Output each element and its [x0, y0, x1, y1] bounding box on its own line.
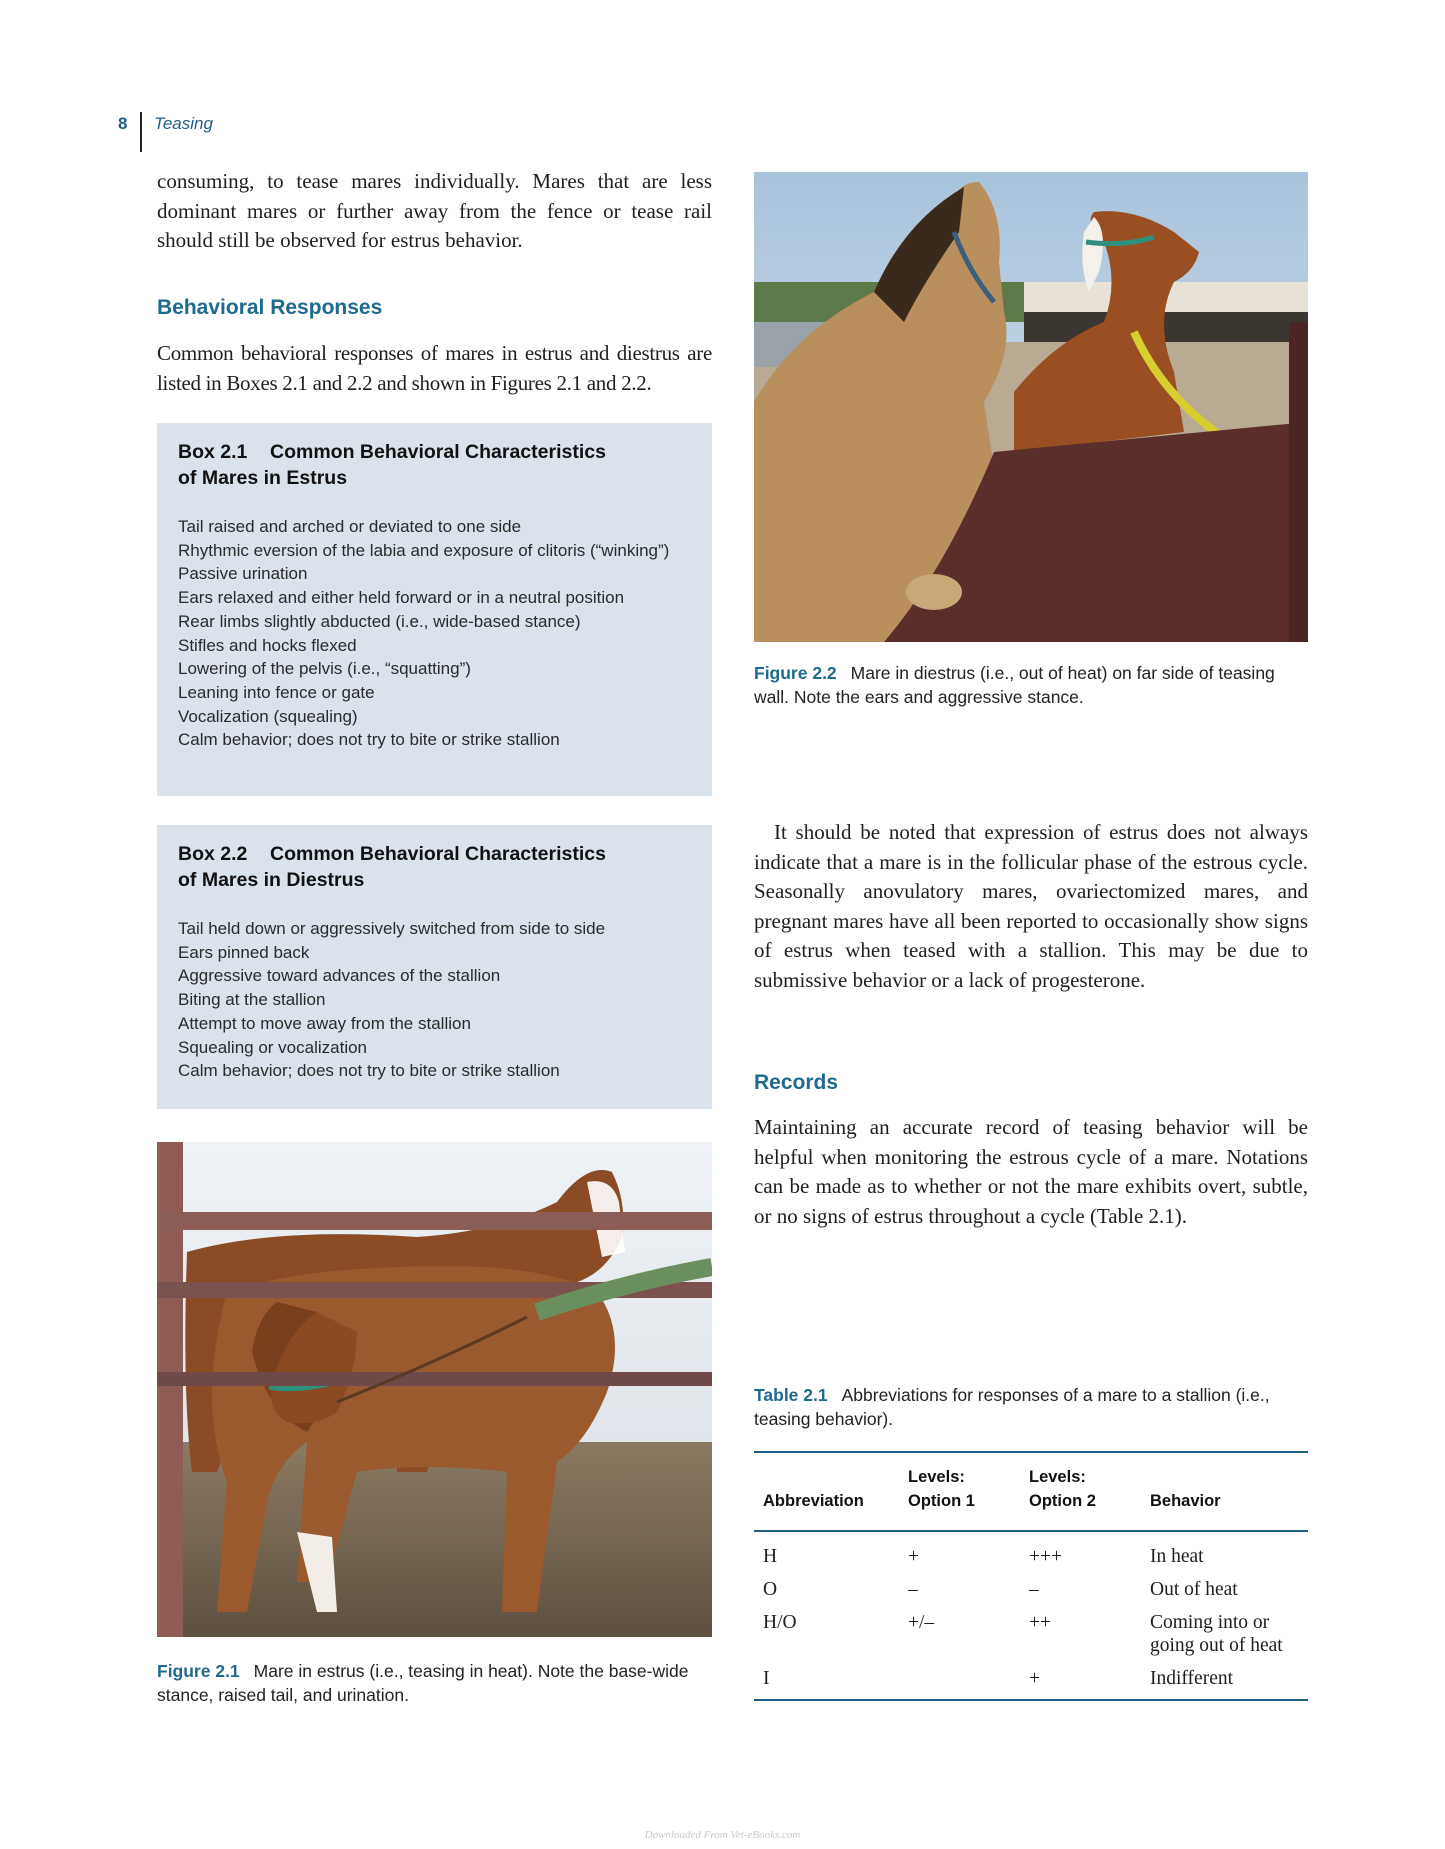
table-cell-behavior: In heat [1150, 1546, 1204, 1567]
list-item: Stifles and hocks flexed [178, 635, 357, 655]
table-cell-behavior: Coming into or going out of heat [1150, 1612, 1283, 1656]
table-header-option1-line1: Levels: [908, 1468, 965, 1486]
estrus-expression-paragraph: It should be noted that expression of estrus does not always indicate that a mare is in the follicular phase of the estrous cycle. Seasonally anovulatory mares, ovariectomized mares, and pregnant mares have all been reported to occasionally show signs of estrus when teased with a stallion. This may be due to submissive behavior or a lack of progesterone. [754, 820, 1308, 992]
table-cell-opt2: ++ [1029, 1612, 1051, 1633]
heading-records: Records [754, 1071, 839, 1094]
box-2-1-number: Box 2.1 [178, 441, 248, 463]
list-item: Passive urination [178, 564, 308, 584]
list-item: Ears pinned back [178, 942, 310, 962]
table-header-option2 [1029, 1465, 1096, 1513]
list-item: Aggressive toward advances of the stallion [178, 966, 501, 986]
figure-2-2-label: Figure 2.2 [754, 663, 837, 683]
table-header-option2-line1: Levels: [1029, 1468, 1086, 1486]
table-cell-behavior: Indifferent [1150, 1668, 1234, 1689]
figure-2-1-label: Figure 2.1 [157, 1661, 240, 1681]
table-header-option2-line2: Option 2 [1029, 1492, 1096, 1510]
box-2-1-title-line2: of Mares in Estrus [178, 467, 348, 489]
list-item: Tail held down or aggressively switched from side to side [178, 919, 606, 938]
table-cell-opt2: – [1029, 1579, 1039, 1600]
table-header-behavior: Behavior [1150, 1492, 1221, 1510]
list-item: Rhythmic eversion of the labia and exposure of clitoris (“winking”) [178, 540, 670, 560]
figure-2-1-caption-text: Mare in estrus (i.e., teasing in heat). Note the base-wide stance, raised tail, and urination. [157, 1661, 689, 1705]
mare-estrus-photo [157, 1142, 712, 1637]
table-2-1-caption-text: Abbreviations for responses of a mare to a stallion (i.e., teasing behavior). [754, 1385, 1270, 1429]
list-item: Tail raised and arched or deviated to one side [178, 517, 522, 536]
table-cell-abbr: O [763, 1579, 778, 1600]
table-header-option1 [908, 1465, 975, 1513]
box-2-2-number: Box 2.2 [178, 843, 248, 865]
heading-behavioral-responses: Behavioral Responses [157, 296, 383, 319]
running-head: Teasing [154, 114, 213, 133]
table-header-option1-line2: Option 1 [908, 1492, 975, 1510]
table-cell-opt2: + [1029, 1668, 1040, 1689]
list-item: Vocalization (squealing) [178, 706, 358, 726]
footer-watermark: Downloaded From Vet-eBooks.com [644, 1829, 801, 1841]
figure-2-1-caption [157, 1660, 712, 1707]
table-cell-opt2: +++ [1029, 1546, 1062, 1567]
list-item: Squealing or vocalization [178, 1037, 368, 1057]
mare-diestrus-photo [754, 172, 1308, 642]
box-2-1 [157, 423, 712, 796]
table-top-rule [754, 1451, 1308, 1453]
table-2-1-caption [754, 1384, 1308, 1431]
table-cell-abbr: I [763, 1668, 770, 1689]
list-item: Biting at the stallion [178, 990, 326, 1010]
list-item: Calm behavior; does not try to bite or strike stallion [178, 730, 560, 750]
list-item: Calm behavior; does not try to bite or strike stallion [178, 1061, 560, 1081]
box-2-2 [157, 825, 712, 1109]
table-cell-abbr: H [763, 1546, 778, 1567]
box-2-1-title-line1: Common Behavioral Characteristics [270, 441, 606, 463]
figure-2-2-caption-text: Mare in diestrus (i.e., out of heat) on far side of teasing wall. Note the ears and aggressive stance. [754, 663, 1275, 707]
behavioral-paragraph: Common behavioral responses of mares in estrus and diestrus are listed in Boxes 2.1 and 2.2 and shown in Figures 2.1 and 2.2. [157, 341, 712, 395]
figure-2-2-caption [754, 662, 1308, 709]
list-item: Lowering of the pelvis (i.e., “squatting”) [178, 659, 471, 679]
box-2-2-list [178, 917, 691, 1083]
records-paragraph: Maintaining an accurate record of teasing behavior will be helpful when monitoring the estrous cycle of a mare. Notations can be made as to whether or not the mare exhibits overt, subtle, or no signs of estrus throughout a cycle (Table 2.1). [754, 1115, 1308, 1228]
table-cell-abbr: H/O [763, 1612, 797, 1633]
intro-paragraph: consuming, to tease mares individually. Mares that are less dominant mares or further away from the fence or tease rail should still be observed for estrus behavior. [157, 169, 712, 252]
figure-2-2-photo [754, 172, 1308, 642]
header-divider [140, 112, 142, 152]
table-header-abbreviation: Abbreviation [763, 1492, 864, 1510]
list-item: Ears relaxed and either held forward or in a neutral position [178, 588, 625, 608]
box-2-2-title-line1: Common Behavioral Characteristics [270, 843, 606, 865]
figure-2-1-photo [157, 1142, 712, 1637]
list-item: Rear limbs slightly abducted (i.e., wide-based stance) [178, 611, 581, 631]
box-2-1-title [178, 439, 691, 491]
table-bottom-rule [754, 1699, 1308, 1701]
table-2-1-label: Table 2.1 [754, 1385, 828, 1405]
box-2-2-title [178, 841, 691, 893]
box-2-1-list [178, 515, 691, 752]
table-cell-opt1: + [908, 1546, 919, 1567]
table-cell-opt1: +/– [908, 1612, 935, 1633]
box-2-2-title-line2: of Mares in Diestrus [178, 869, 365, 891]
table-cell-behavior: Out of heat [1150, 1579, 1238, 1600]
page-number: 8 [118, 114, 128, 133]
table-cell-opt1: – [908, 1579, 918, 1600]
table-header-rule [754, 1530, 1308, 1532]
list-item: Leaning into fence or gate [178, 682, 375, 702]
list-item: Attempt to move away from the stallion [178, 1013, 471, 1033]
